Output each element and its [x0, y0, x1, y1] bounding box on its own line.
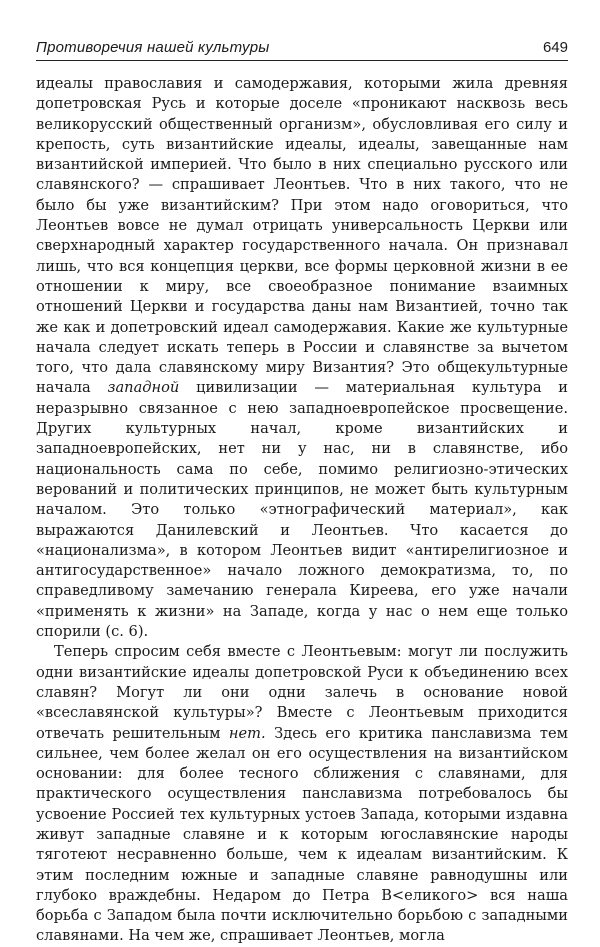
paragraph-1-emphasis: западной [107, 379, 180, 397]
page-number: 649 [542, 39, 568, 56]
running-title: Противоречия нашей культуры [36, 39, 270, 56]
paragraph-2-emphasis: нет. [228, 724, 266, 742]
paragraph-1-text-a: идеалы православия и самодержавия, которыми жила древняя допетровская Русь и которые доселе «проникают насквозь весь великорусский общественный организм», обусловливая его силу и крепость, суть византийские идеалы, идеалы, завещанные нам византийской империей. Что было в них специально русского или славянского? — спрашивает Леонтьев. Что в них такого, что не было бы уже византийским? При этом надо оговориться, что Леонтьев вовсе не думал отрицать универсальность Церкви или сверхнародный характер государственного начала. Он признавал лишь, что вся концепция церкви, все формы церковной жизни в ее отношении к миру, все своеобразное понимание взаимных отношений Церкви и государства даны нам Византией, точно так же как и допетровский идеал самодержавия. Какие же культурные начала следует искать теперь в России и славянстве за вычетом того, что дала славянскому миру Византия? Это общекультурные начала [36, 75, 568, 397]
paragraph-2 [36, 642, 568, 946]
paragraph-1-text-b: цивилизации — материальная культура и неразрывно связанное с нею западноевропейское просвещение. Других культурных начал, кроме византийских и западноевропейских, нет ни у нас, ни в славянстве, ибо национальность сама по себе, помимо религиозно-этических верований и политических принципов, не может быть культурным началом. Это только «этнографический материал», как выражаются Данилевский и Леонтьев. Что касается до «национализма», в котором Леонтьев видит «антирелигиозное и антигосударственное» начало ложного демократизма, то, по справедливому замечанию генерала Киреева, его уже начали «применять к жизни» на Западе, когда у нас о нем еще только спорили (с. 6). [36, 379, 569, 641]
paragraph-1 [36, 74, 568, 642]
page-body [36, 74, 568, 947]
page-header [36, 34, 568, 61]
paragraph-2-text-a: Теперь спросим себя вместе с Леонтьевым: могут ли послужить одни византийские идеалы допетровской Руси к объединению всех славян? Могут ли они одни залечь в основание новой «всеславянской культуры»? Вместе с Леонтьевым приходится отвечать решительным [36, 643, 568, 742]
paragraph-2-text-b: Здесь его критика панславизма тем сильнее, чем более желал он его осуществления на византийском основании: для более тесного сближения с славянами, для практического осуществления панславизма потребовалось бы усвоение Россией тех культурных устоев Запада, которыми издавна живут западные славяне и к которым югославянские народы тяготеют несравненно больше, чем к идеалам византийским. К этим последним южные и западные славяне равнодушны или глубоко враждебны. Недаром до Петра В<еликого> вся наша борьба с Западом была почти исключительно борьбою с западными славянами. На чем же, спрашивает Леонтьев, могла [36, 724, 568, 945]
